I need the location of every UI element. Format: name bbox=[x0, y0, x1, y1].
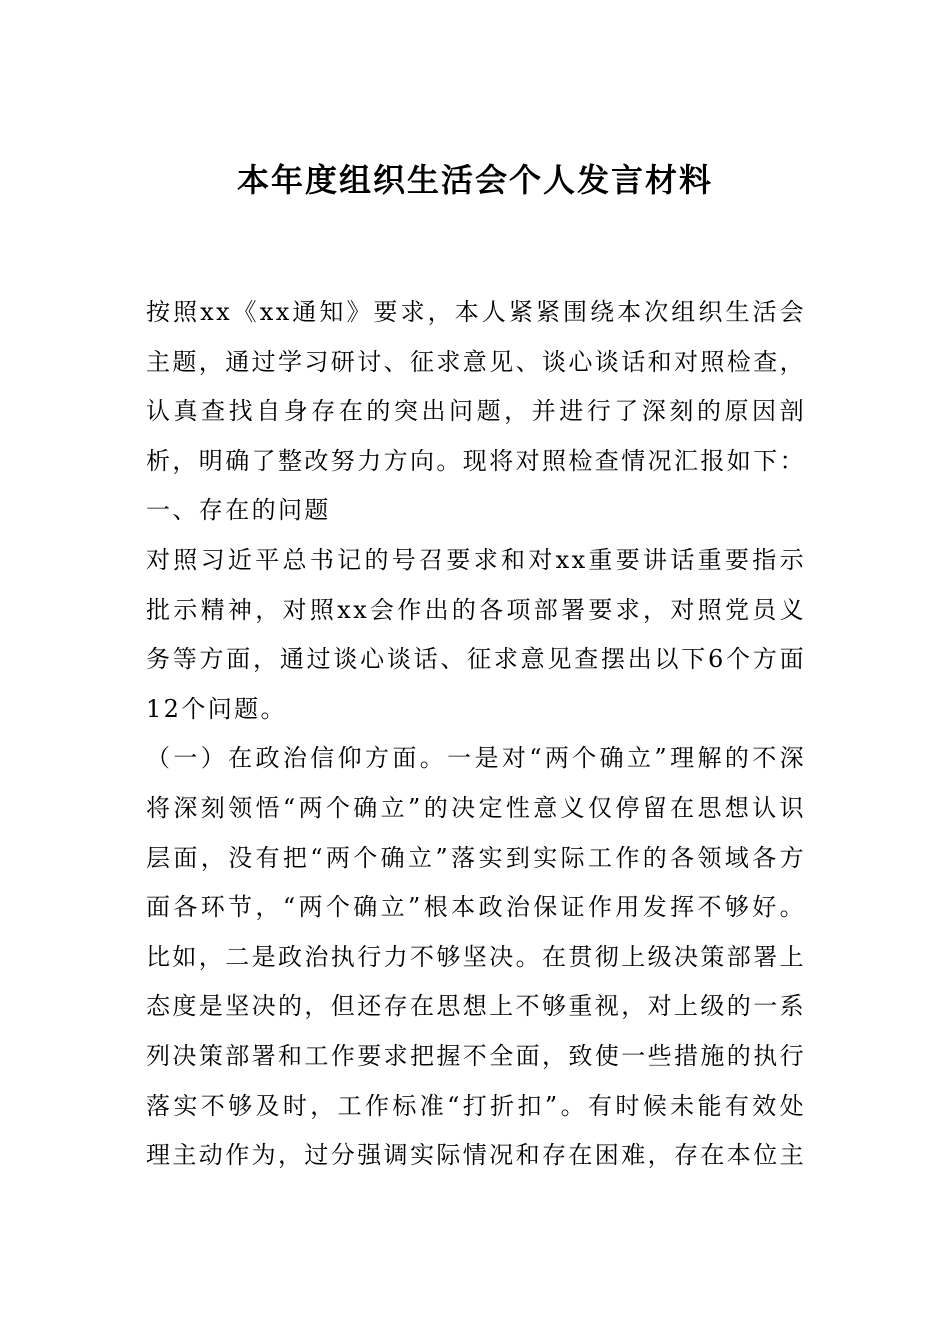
intro-paragraph: 按照xx《xx通知》要求，本人紧紧围绕本次组织生活会主题，通过学习研讨、征求意见、谈心谈话和对照检查，认真查找自身存在的突出问题，并进行了深刻的原因剖析，明确了整改努力方向。现将对照检查情况汇报如下： bbox=[146, 298, 806, 475]
section-heading: 一、存在的问题 bbox=[146, 496, 331, 525]
problems-summary-paragraph: 对照习近平总书记的号召要求和对xx重要讲话重要指示批示精神，对照xx会作出的各项部署要求，对照党员义务等方面，通过谈心谈话、征求意见查摆出以下6个方面12个问题。 bbox=[146, 545, 806, 723]
document-title: 本年度组织生活会个人发言材料 bbox=[236, 161, 713, 199]
political-belief-paragraph: （一）在政治信仰方面。一是对“两个确立”理解的不深将深刻领悟“两个确立”的决定性意义仅停留在思想认识层面，没有把“两个确立”落实到实际工作的各领域各方面各环节，“两个确立”根本政治保证作用发挥不够好。比如，二是政治执行力不够坚决。在贯彻上级决策部署上态度是坚决的，但还存在思想上不够重视，对上级的一系列决策部署和工作要求把握不全面，致使一些措施的执行落实不够及时，工作标准“打折扣”。有时候未能有效处理主动作为，过分强调实际情况和存在困难，存在本位主 bbox=[146, 744, 806, 1170]
document-body bbox=[146, 288, 806, 1181]
